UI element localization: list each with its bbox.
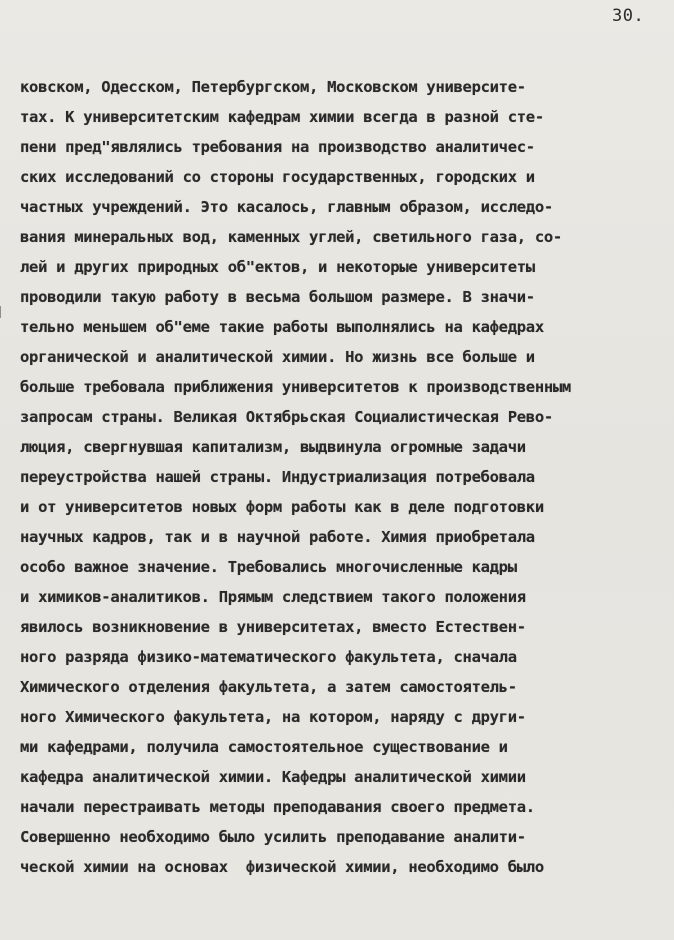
- text-line-12: запросам страны. Великая Октябрьская Социалистическая Рево-: [20, 408, 553, 426]
- text-line-22: ного Химического факультета, на котором, наряду с други-: [20, 708, 526, 726]
- page-number: 30.: [612, 6, 645, 26]
- text-line-7: лей и других природных об"ектов, и некоторые университеты: [20, 258, 535, 276]
- text-line-4: ских исследований со стороны государственных, городских и: [20, 168, 535, 186]
- text-line-15: и от университетов новых форм работы как в деле подготовки: [20, 498, 544, 516]
- text-line-11: больше требовала приближения университетов к производственным: [20, 378, 571, 396]
- text-line-19: явилось возникновение в университетах, вместо Естествен-: [20, 618, 526, 636]
- text-line-10: органической и аналитической химии. Но жизнь все больше и: [20, 348, 535, 366]
- text-line-17: особо важное значение. Требовались многочисленные кадры: [20, 558, 517, 576]
- text-line-20: ного разряда физико-математического факультета, сначала: [20, 648, 517, 666]
- text-line-23: ми кафедрами, получила самостоятельное существование и: [20, 738, 508, 756]
- text-line-2: тах. К университетским кафедрам химии всегда в разной сте-: [20, 108, 544, 126]
- text-line-1: ковском, Одесском, Петербургском, Московском университе-: [20, 78, 526, 96]
- text-line-14: переустройства нашей страны. Индустриализация потребовала: [20, 468, 535, 486]
- text-line-16: научных кадров, так и в научной работе. Химия приобретала: [20, 528, 535, 546]
- text-line-26: Совершенно необходимо было усилить преподавание аналити-: [20, 828, 526, 846]
- text-line-25: начали перестраивать методы преподавания своего предмета.: [20, 798, 535, 816]
- text-line-21: Химического отделения факультета, а затем самостоятель-: [20, 678, 517, 696]
- text-line-5: частных учреждений. Это касалось, главным образом, исследо-: [20, 198, 553, 216]
- text-line-27: ческой химии на основах физической химии, необходимо было: [20, 858, 544, 876]
- text-line-8: проводили такую работу в весьма большом размере. В значи-: [20, 288, 535, 306]
- text-line-6: вания минеральных вод, каменных углей, светильного газа, со-: [20, 228, 562, 246]
- text-line-18: и химиков-аналитиков. Прямым следствием такого положения: [20, 588, 526, 606]
- text-line-3: пени пред"являлись требования на производство аналитичес-: [20, 138, 535, 156]
- margin-mark: [0, 306, 7, 318]
- text-line-13: люция, свергнувшая капитализм, выдвинула огромные задачи: [20, 438, 526, 456]
- text-line-24: кафедра аналитической химии. Кафедры аналитической химии: [20, 768, 526, 786]
- text-line-9: тельно меньшем об"еме такие работы выполнялись на кафедрах: [20, 318, 544, 336]
